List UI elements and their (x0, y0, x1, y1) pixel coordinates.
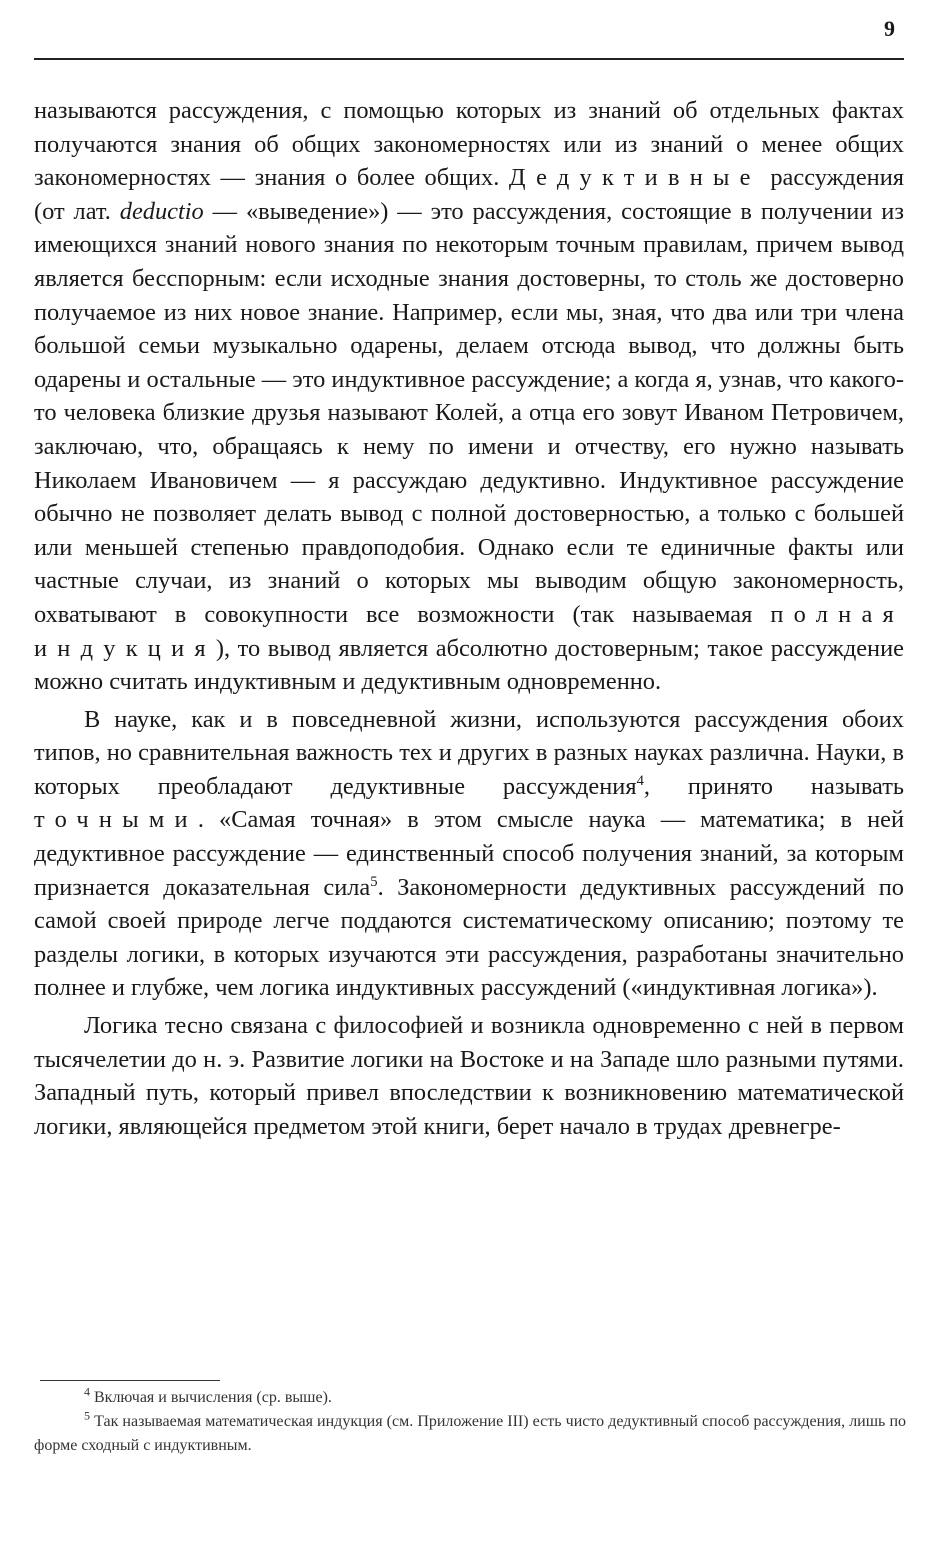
paragraph-1 (34, 94, 904, 699)
footnote-rule (40, 1380, 220, 1381)
page-number: 9 (884, 16, 895, 41)
paragraph-2 (34, 703, 904, 1005)
footnotes (34, 1386, 906, 1458)
term-deductive: Дедуктивные (508, 164, 761, 192)
term-exact: точными (34, 806, 198, 834)
footnote-text: Включая и вычисления (ср. выше). (94, 1389, 332, 1406)
body-text (34, 94, 904, 1143)
latin-term: deductio (119, 197, 204, 225)
p2-text-b: , принято называть (643, 772, 904, 800)
p1-text-b: рассуждения (от лат. (34, 164, 904, 225)
footnote-mark: 4 (84, 1384, 90, 1399)
p2-text-c: . «Самая точная» в этом смысле наука — математика; в ней дедуктивное рассуждение — единственный способ получения знаний, за которым признается доказательная сила (34, 806, 904, 901)
p1-text-a: называются рассуждения, с помощью которых из знаний об отдельных фактах получаются знания об общих закономерностях или из знаний о менее общих закономерностях — знания о более общих. (34, 97, 904, 192)
p2-text-d: . Закономерности дедуктивных рассуждений по самой своей природе легче поддаются систематическому описанию; поэтому те разделы логики, в которых изучаются эти рассуждения, разработаны значительно полнее и глубже, чем логика индуктивных рассуждений («индуктивная логика»). (34, 873, 904, 1002)
term-complete-induction: полная индукция (34, 600, 904, 662)
footnote-mark: 5 (84, 1408, 90, 1423)
footnote-ref-4: 4 (636, 772, 644, 789)
p1-text-c: — «выведение») — это рассуждения, состоящие в получении из имеющихся знаний нового знания по некоторым точным правилам, причем вывод является бесспорным: если исходные знания достоверны, то столь же достоверно получаемое из них новое знание. Например, если мы, зная, что два или три члена большой семьи музыкально одарены, делаем отсюда вывод, что должны быть одарены и остальные — это индуктивное рассуждение; а когда я, узнав, что какого-то человека близкие друзья называют Колей, а отца его зовут Иваном Петровичем, заключаю, что, обращаясь к нему по имени и отчеству, его нужно называть Николаем Ивановичем — я рассуждаю дедуктивно. Индуктивное рассуждение обычно не позволяет делать вывод с полной достоверностью, а только с большей или меньшей степенью правдоподобия. Однако если те единичные факты или частные случаи, из знаний о которых мы выводим общую закономерность, охватывают в совокупности все возможности (так называемая (34, 197, 904, 628)
p1-text-d: ), то вывод является абсолютно достоверным; такое рассуждение можно считать индуктивным и дедуктивным одновременно. (34, 634, 904, 696)
paragraph-3: Логика тесно связана с философией и возникла одновременно с ней в первом тысячелетии до н. э. Развитие логики на Востоке и на Западе шло разными путями. Западный путь, который привел впоследствии к возникновению математической логики, являющейся предметом этой книги, берет начало в трудах древнегре- (34, 1012, 904, 1140)
footnote-4 (34, 1386, 906, 1410)
footnote-text: Так называемая математическая индукция (см. Приложение III) есть чисто дедуктивный способ рассуждения, лишь по форме сходный с индуктивным. (34, 1413, 907, 1454)
footnote-5 (34, 1410, 906, 1458)
p2-text-a: В науке, как и в повседневной жизни, используются рассуждения обоих типов, но сравнительная важность тех и других в разных науках различна. Науки, в которых преобладают дедуктивные рассуждения (34, 705, 904, 800)
header-rule (34, 58, 904, 60)
footnote-ref-5: 5 (370, 873, 378, 890)
